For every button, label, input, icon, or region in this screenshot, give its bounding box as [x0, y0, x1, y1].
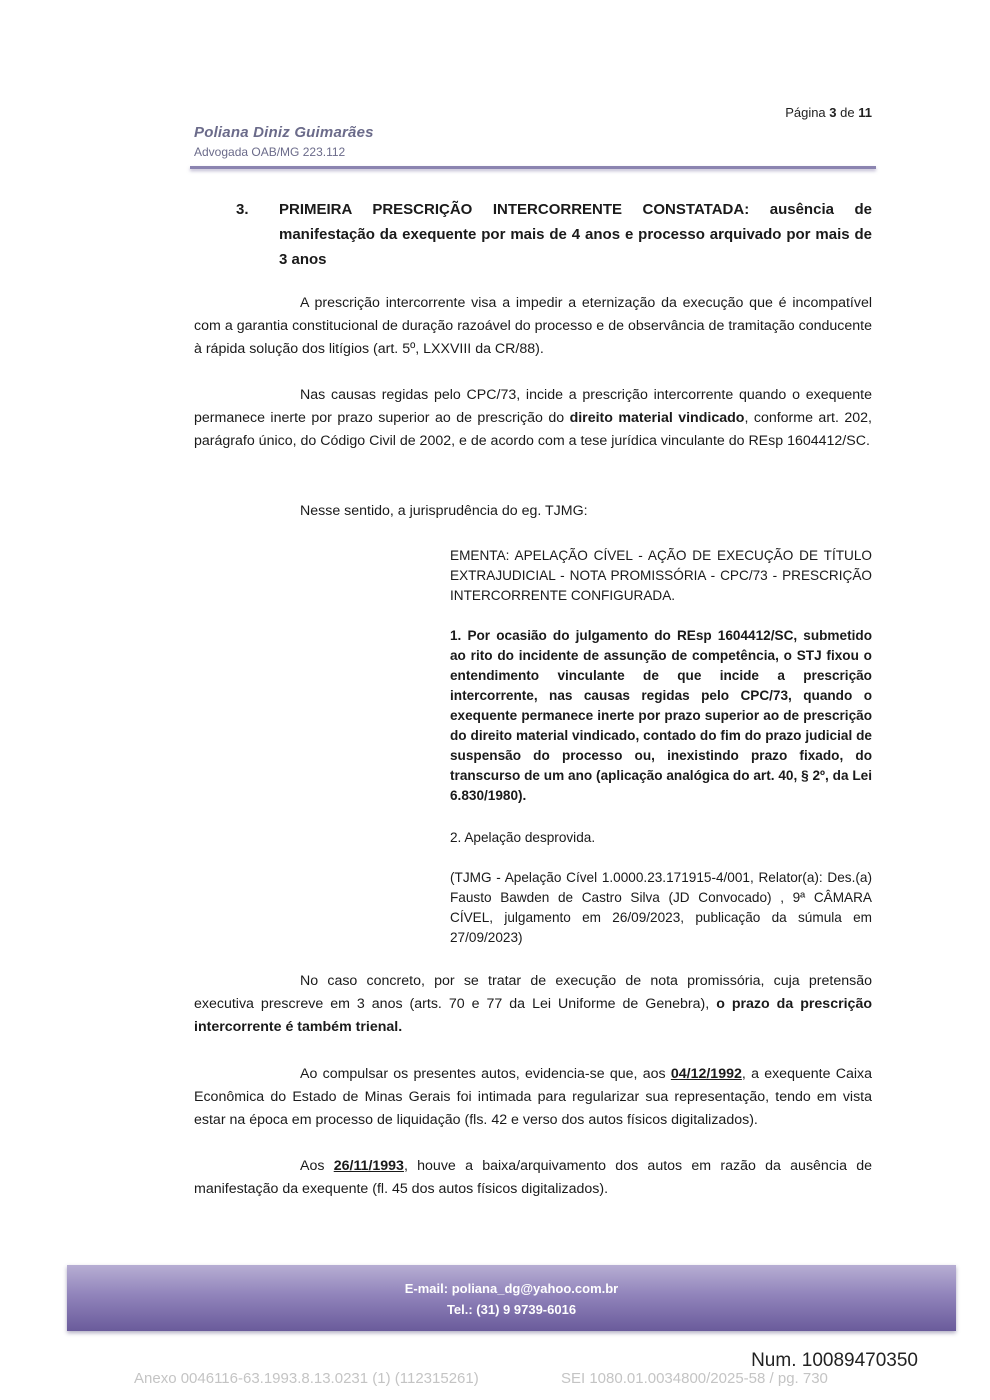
page-number: Página 3 de 11 [785, 105, 872, 120]
section-title: PRIMEIRA PRESCRIÇÃO INTERCORRENTE CONSTATADA: ausência de manifestação da exequente por mais de 4 anos e processo arquivado por mais de 3 anos [279, 201, 872, 268]
footer-email: E-mail: poliana_dg@yahoo.com.br [404, 1281, 619, 1296]
footer-band [67, 1265, 956, 1331]
document-number-stamp: Num. 10089470350 [751, 1350, 918, 1371]
paragraph-4: No caso concreto, por se tratar de execução de nota promissória, cuja pretensão executiva prescreve em 3 anos (arts. 70 e 77 da Lei Uniforme de Genebra), o prazo da prescrição intercorrente é também trienal. [194, 973, 872, 1035]
footer-phone: Tel.: (31) 9 9739-6016 [446, 1302, 577, 1317]
paragraph-5: Ao compulsar os presentes autos, evidencia-se que, aos 04/12/1992, a exequente Caixa Econômica do Estado de Minas Gerais foi intimada para regularizar sua representação, tendo em vista estar na época em processo de liquidação (fls. 42 e verso dos autos físicos digitalizados). [194, 1066, 872, 1128]
quote-item-1: 1. Por ocasião do julgamento do REsp 1604412/SC, submetido ao rito do incidente de assunção de competência, o STJ fixou o entendimento vinculante de que incide a prescrição intercorrente, nas causas regidas pelo CPC/73, quando o exequente permanece inerte por prazo superior ao de prescrição do direito material vindicado, contado do fim do prazo judicial de suspensão do processo ou, inexistindo prazo fixado, do transcurso de um ano (aplicação analógica do art. 40, § 2º, da Lei 6.830/1980). [450, 628, 872, 803]
quote-item-2: 2. Apelação desprovida. [450, 830, 596, 845]
header-rule [190, 166, 876, 169]
paragraph-3: Nesse sentido, a jurisprudência do eg. TJMG: [300, 503, 588, 519]
quote-ementa: EMENTA: APELAÇÃO CÍVEL - AÇÃO DE EXECUÇÃO DE TÍTULO EXTRAJUDICIAL - NOTA PROMISSÓRIA - CPC/73 - PRESCRIÇÃO INTERCORRENTE CONFIGURADA. [450, 548, 872, 603]
sei-stamp: SEI 1080.01.0034800/2025-58 / pg. 730 [561, 1370, 828, 1387]
section-heading [236, 197, 872, 272]
paragraph-6: Aos 26/11/1993, houve a baixa/arquivamento dos autos em razão da ausência de manifestação da exequente (fl. 45 dos autos físicos digitalizados). [194, 1158, 872, 1197]
section-number: 3. [236, 201, 249, 218]
quote-citation: (TJMG - Apelação Cível 1.0000.23.171915-4/001, Relator(a): Des.(a) Fausto Bawden de Castro Silva (JD Convocado) , 9ª CÂMARA CÍVEL, julgamento em 26/09/2023, publicação da súmula em 27/09/2023) [450, 870, 872, 945]
author-name: Poliana Diniz Guimarães [194, 124, 374, 141]
paragraph-2: Nas causas regidas pelo CPC/73, incide a prescrição intercorrente quando o exequente permanece inerte por prazo superior ao de prescrição do direito material vindicado, conforme art. 202, parágrafo único, do Código Civil de 2002, e de acordo com a tese jurídica vinculante do REsp 1604412/SC. [194, 387, 872, 449]
author-oab: Advogada OAB/MG 223.112 [194, 145, 346, 159]
paragraph-1: A prescrição intercorrente visa a impedir a eternização da execução que é incompatível com a garantia constitucional de duração razoável do processo e de observância de tramitação conducente à rápida solução dos litígios (art. 5º, LXXVIII da CR/88). [194, 295, 872, 357]
annex-stamp: Anexo 0046116-63.1993.8.13.0231 (1) (112315261) [134, 1370, 479, 1387]
